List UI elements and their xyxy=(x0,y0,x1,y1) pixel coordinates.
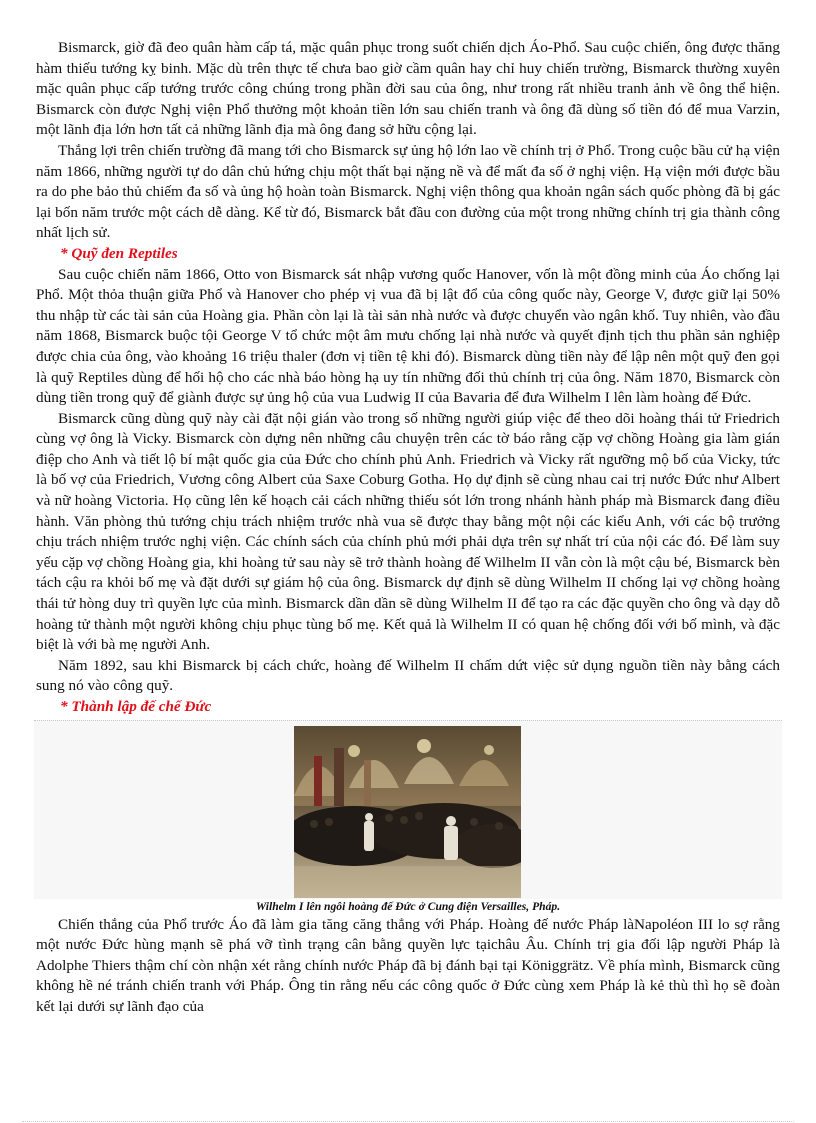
paragraph: Chiến thắng của Phổ trước Áo đã làm gia tăng căng thẳng với Pháp. Hoàng đế nước Pháp làNapoléon III lo sợ rằng một nước Đức hùng mạnh sẽ phá vỡ tình trạng cân bằng quyền lực tạichâu Âu. Chính trị gia đối lập người Pháp là Adolphe Thiers thậm chí còn nhận xét rằng chính nước Pháp đã bị đánh bại tại Königgrätz. Về phía mình, Bismarck cũng không hề né tránh chiến tranh với Pháp. Ông tin rằng nếu các công quốc ở Đức cùng xem Pháp là kẻ thù thì họ sẽ đoàn kết lại dưới sự lãnh đạo của xyxy=(36,915,780,1015)
figure xyxy=(34,720,782,899)
paragraph: Thắng lợi trên chiến trường đã mang tới cho Bismarck sự ủng hộ lớn lao về chính trị ở Phổ. Trong cuộc bầu cử hạ viện năm 1866, những người tự do dân chủ hứng chịu một thất bại nặng nề và để mất đa số ở nghị viện. Hạ viện mới được bầu ra do phe bảo thủ chiếm đa số và ủng hộ hoàn toàn Bismarck. Nghị viện thông qua khoản ngân sách quốc phòng đã bị gác lại bốn năm trước một cách dễ dàng. Kể từ đó, Bismarck bắt đầu con đường của một trong những chính trị gia thành công nhất lịch sử. xyxy=(36,141,781,242)
page-bottom-rule xyxy=(22,1121,794,1122)
figure-caption: Wilhelm I lên ngôi hoàng đế Đức ở Cung điện Versailles, Pháp. xyxy=(255,899,561,913)
paragraph: Bismarck, giờ đã đeo quân hàm cấp tá, mặc quân phục trong suốt chiến dịch Áo-Phổ. Sau cuộc chiến, ông được thăng hàm thiếu tướng kỵ binh. Mặc dù trên thực tế chưa bao giờ cầm quân hay chỉ huy chiến trường, Bismarck thường xuyên mặc quân phục cấp tướng trước công chúng trong phần đời sau của ông, như trong rất nhiều tranh ảnh về ông thể hiện. Bismarck còn được Nghị viện Phổ thưởng một khoản tiền lớn sau chiến tranh và ông đã dùng số tiền đó để mua Varzin, một lãnh địa lớn hơn tất cả những lãnh địa mà ông đang sở hữu cộng lại. xyxy=(36,39,780,139)
painting-proclamation-icon xyxy=(294,726,521,898)
document-page xyxy=(36,38,780,1018)
section-heading-empire: * Thành lập đế chế Đức xyxy=(60,698,212,715)
paragraph: Năm 1892, sau khi Bismarck bị cách chức, hoàng đế Wilhelm II chấm dứt việc sử dụng nguồn tiền này bằng cách sung nó vào công quỹ. xyxy=(36,656,780,695)
paragraph: Bismarck cũng dùng quỹ này cài đặt nội gián vào trong số những người giúp việc để theo dõi hoàng thái tử Friedrich cùng vợ ông là Vicky. Bismarck còn dựng nên những câu chuyện trên các tờ báo rằng cặp vợ chồng Hoàng gia làm gián điệp cho Anh và tiết lộ bí mật quốc gia của Đức cho chính phủ Anh. Friedrich và Vicky rất ngưỡng mộ bố của Vicky, tức là bố vợ của Friedrich, Vương công Albert của Saxe Coburg Gotha. Họ dự định sẽ cùng nhau cai trị nước Đức như Albert và nữ hoàng Victoria. Họ cũng lên kế hoạch cải cách những thiếu sót lớn trong nhánh hành pháp mà Bismarck đang điều hành. Văn phòng thủ tướng chịu trách nhiệm trước nhà vua sẽ được thay bằng một nội các kiểu Anh, với các bộ trưởng chịu trách nhiệm trước nghị viện. Các chính sách của chính phủ mới phải dựa trên sự nhất trí của nội các đó. Để làm suy yếu cặp vợ chồng Hoàng gia, khi hoàng tử sau này sẽ trở thành hoàng đế Wilhelm II vẫn còn là một cậu bé, Bismarck bèn tách cậu ra khỏi bố mẹ và đặt dưới sự giám hộ của ông. Bismarck dự định sẽ dùng Wilhelm II chống lại vợ chồng hoàng thái tử hòng duy trì quyền lực của mình. Bismarck dần dần sẽ dùng Wilhelm II để tạo ra các đặc quyền cho ông và dạy dỗ hoàng tử thành một người không chịu phục tùng bố mẹ. Kết quả là Wilhelm II có quan hệ chống đối với bố mình, và đặc biệt là với bà mẹ người Anh. xyxy=(36,409,780,654)
paragraph: Sau cuộc chiến năm 1866, Otto von Bismarck sát nhập vương quốc Hanover, vốn là một đồng minh của Áo chống lại Phổ. Một thỏa thuận giữa Phổ và Hanover cho phép vị vua đã bị lật đổ của công quốc này, George V, được giữ lại 50% thu nhập từ các tài sản của Hoàng gia. Phần còn lại là tài sản nhà nước và được chuyển vào ngân khố. Tuy nhiên, vào đầu năm 1868, Bismarck buộc tội George V tổ chức một âm mưu chống lại nhà nước và quyết định tịch thu phần sản nghiệp được chia của ông, vào khoảng 16 triệu thaler (đơn vị tiền tệ khi đó). Bismarck dùng tiền này để lập nên một quỹ đen gọi là quỹ Reptiles dùng để hối hộ cho các nhà báo hòng hạ uy tín những đối thủ chính trị của ông. Năm 1870, Bismarck còn dùng tiền trong quỹ để giành được sự ủng hộ của vua Ludwig II của Bavaria để đưa Wilhelm I lên làm hoàng đế Đức. xyxy=(36,265,780,407)
section-heading-reptiles: * Quỹ đen Reptiles xyxy=(60,244,178,262)
